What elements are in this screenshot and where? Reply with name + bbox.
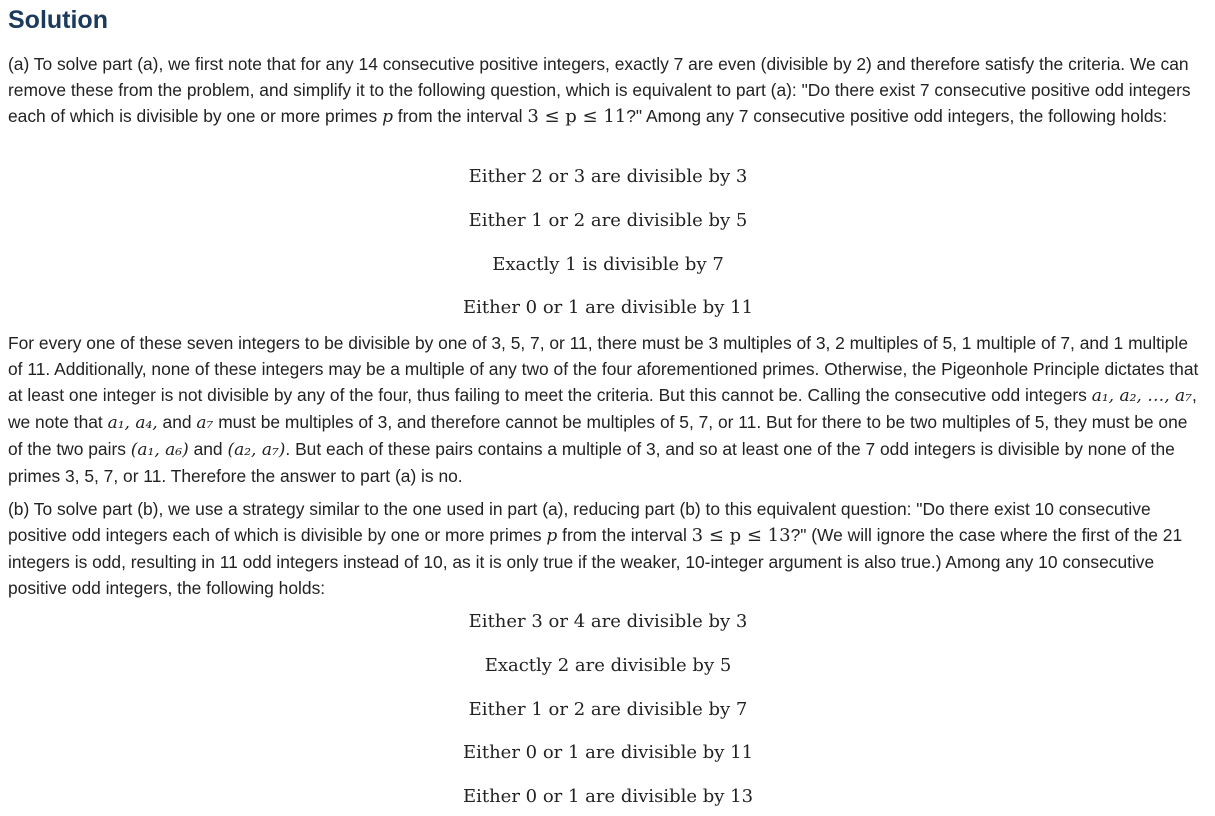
part-a-intro-math-p: p	[382, 107, 393, 127]
part-a-arg-math-sequence: a₁, a₂, …, a₇	[1091, 386, 1192, 406]
part-a-intro-paragraph	[8, 51, 1203, 130]
part-a-equation-1: Either 2 or 3 are divisible by 3	[468, 166, 748, 187]
part-a-intro-text-3: ?" Among any 7 consecutive positive odd integers, the following holds:	[626, 106, 1168, 126]
part-a-arg-text-6: . But each of these pairs contains a multiple of 3, and so at least one of the 7 odd integers is divisible by none of the primes 3, 5, 7, or 11. Therefore the answer to part (a) is no.	[8, 439, 1175, 486]
part-b-intro-math-p: p	[546, 526, 558, 546]
part-a-intro-text-1: (a) To solve part (a), we first note that for any 14 consecutive positive integers, exactly 7 are even (divisible by 2) and therefore satisfy the criteria. We can remove these from the problem, and simplify it to the following question, which is equivalent to part (a): "Do there exist 7 consecutive positive odd integers each of which is divisible by one or more primes	[8, 54, 1191, 126]
part-a-equation-3: Exactly 1 is divisible by 7	[492, 254, 724, 275]
part-a-arg-math-a1-a4: a₁, a₄,	[107, 413, 158, 433]
solution-heading: Solution	[8, 6, 108, 34]
part-b-equation-2: Exactly 2 are divisible by 5	[484, 655, 732, 676]
part-a-argument-paragraph	[8, 330, 1203, 489]
part-a-intro-math-interval: 3 ≤ p ≤ 11	[527, 106, 627, 127]
part-b-equation-4: Either 0 or 1 are divisible by 11	[462, 742, 754, 763]
part-b-equation-5: Either 0 or 1 are divisible by 13	[462, 786, 754, 807]
part-a-arg-text-2: , we note that	[8, 385, 1197, 432]
part-a-arg-text-4: must be multiples of 3, and therefore cannot be multiples of 5, 7, or 11. But for there to be two multiples of 5, they must be one of the two pairs	[8, 412, 1188, 459]
part-b-equation-1: Either 3 or 4 are divisible by 3	[468, 611, 748, 632]
part-a-equation-4: Either 0 or 1 are divisible by 11	[462, 297, 754, 318]
part-a-arg-text-5: and	[188, 439, 228, 459]
part-b-intro-paragraph	[8, 496, 1203, 601]
part-b-intro-text-2: from the interval	[557, 525, 692, 545]
part-a-arg-text-3: and	[157, 412, 197, 432]
part-b-intro-text-3: ?" (We will ignore the case where the first of the 21 integers is odd, resulting in 11 odd integers instead of 10, as it is only true if the weaker, 10-integer argument is also true.) Among any 10 consecutive positive odd integers, the following holds:	[8, 525, 1183, 598]
part-a-arg-math-a7: a₇	[196, 413, 214, 433]
part-b-intro-text-1: (b) To solve part (b), we use a strategy similar to the one used in part (a), reducing part (b) to this equivalent question: "Do there exist 10 consecutive positive odd integers each of which is divisible by one or more primes	[8, 499, 1151, 545]
part-b-equation-3: Either 1 or 2 are divisible by 7	[468, 699, 748, 720]
part-a-arg-text-1: For every one of these seven integers to be divisible by one of 3, 5, 7, or 11, there must be 3 multiples of 3, 2 multiples of 5, 1 multiple of 7, and 1 multiple of 11. Additionally, none of these integers may be a multiple of any two of the four aforementioned primes. Otherwise, the Pigeonhole Principle dictates that at least one integer is not divisible by any of the four, thus failing to meet the criteria. But this cannot be. Calling the consecutive odd integers	[8, 333, 1199, 405]
part-a-arg-math-pair-2: (a₂, a₇)	[227, 440, 286, 460]
part-a-intro-text-2: from the interval	[392, 106, 528, 126]
part-a-arg-math-pair-1: (a₁, a₆)	[130, 440, 189, 460]
part-b-intro-math-interval: 3 ≤ p ≤ 13	[691, 525, 791, 546]
part-a-equation-2: Either 1 or 2 are divisible by 5	[468, 210, 748, 231]
